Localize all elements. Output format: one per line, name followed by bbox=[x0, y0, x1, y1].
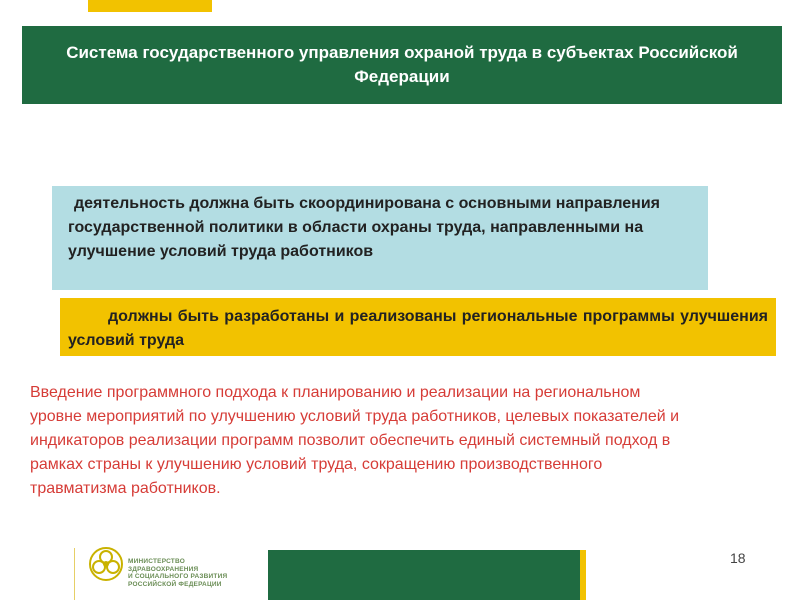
regional-programs-box bbox=[60, 298, 776, 356]
top-accent-bar bbox=[88, 0, 212, 12]
ministry-logo bbox=[88, 544, 278, 600]
ministry-emblem-icon bbox=[88, 546, 124, 582]
page-number: 18 bbox=[730, 550, 746, 566]
ministry-name-line: ЗДРАВООХРАНЕНИЯ bbox=[128, 565, 199, 573]
slide-title-bar bbox=[22, 26, 782, 104]
footer-green-band bbox=[268, 550, 580, 600]
ministry-name-line: И СОЦИАЛЬНОГО РАЗВИТИЯ bbox=[128, 573, 228, 580]
ministry-name bbox=[128, 558, 278, 588]
slide-title: Система государственного управления охраной труда в субъектах Российской Федерации bbox=[66, 43, 738, 86]
footer-yellow-stripe bbox=[580, 550, 586, 600]
footer-divider bbox=[74, 548, 75, 600]
coordination-text: деятельность должна быть скоординирована с основными направления государственной политики в области охраны труда, направленными на улучшение условий труда работников bbox=[68, 195, 660, 260]
program-approach-paragraph: Введение программного подхода к планированию и реализации на региональном уровне мероприятий по улучшению условий труда работников, целевых показателей и индикаторов реализации программ позволит обеспечить единый системный подход в рамках страны к улучшению условий труда, сокращению производственного травматизма работников. bbox=[30, 384, 680, 497]
ministry-name-line: РОССИЙСКОЙ ФЕДЕРАЦИИ bbox=[128, 580, 222, 588]
coordination-box bbox=[52, 186, 708, 290]
regional-programs-text: должны быть разработаны и реализованы региональные программы улучшения условий труда bbox=[68, 308, 768, 349]
ministry-name-line: МИНИСТЕРСТВО bbox=[128, 558, 185, 565]
